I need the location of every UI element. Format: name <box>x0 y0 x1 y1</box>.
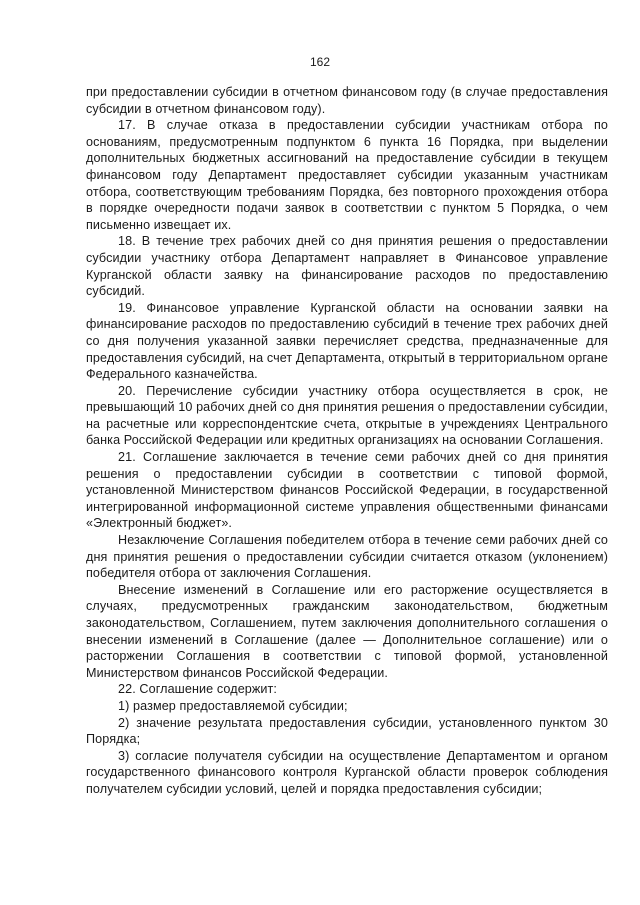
paragraph-6: 21. Соглашение заключается в течение семи рабочих дней со дня принятия решения о предоставлении субсидии в соответствии с типовой формой, установленной Министерством финансов Российской Федерации, в государственной интегрированной информационной системе управления общественными финансами «Электронный бюджет». <box>86 450 608 531</box>
paragraph-1: при предоставлении субсидии в отчетном финансовом году (в случае предоставления субсидии в отчетном финансовом году). <box>86 85 608 116</box>
paragraph-2: 17. В случае отказа в предоставлении субсидии участникам отбора по основаниям, предусмотренным подпунктом 6 пункта 16 Порядка, при выделении дополнительных бюджетных ассигнований на предоставление субсидии в текущем финансовом году Департамент предоставляет субсидии указанным участникам отбора, соответствующим требованиям Порядка, без повторного прохождения отбора в порядке очередности подачи заявок в соответствии с пунктом 5 Порядка, о чем письменно извещает их. <box>86 118 608 232</box>
paragraph-7: Незаключение Соглашения победителем отбора в течение семи рабочих дней со дня принятия решения о предоставлении субсидии считается отказом (уклонением) победителя отбора от заключения Соглашения. <box>86 533 608 581</box>
page-number: 162 <box>309 55 331 69</box>
paragraph-9: 22. Соглашение содержит: <box>118 682 278 697</box>
paragraph-4: 19. Финансовое управление Курганской области на основании заявки на финансирование расходов по предоставлению субсидий в течение трех рабочих дней со дня получения указанной заявки перечисляет средства, предназначенные для предоставления субсидий, на счет Департамента, открытый в территориальном органе Федерального казначейства. <box>86 300 608 382</box>
paragraph-5: 20. Перечисление субсидии участнику отбора осуществляется в срок, не превышающий 10 рабочих дней со дня принятия решения о предоставлении субсидии, на расчетные или корреспондентские счета, открытые в учреждениях Центрального банка Российской Федерации или кредитных организациях на основании Соглашения. <box>86 383 608 448</box>
paragraph-11: 2) значение результата предоставления субсидии, установленного пунктом 30 Порядка; <box>86 715 608 747</box>
paragraph-10: 1) размер предоставляемой субсидии; <box>118 698 348 713</box>
document-body <box>86 84 608 798</box>
paragraph-3: 18. В течение трех рабочих дней со дня принятия решения о предоставлении субсидии участнику отбора Департамент направляет в Финансовое управление Курганской области заявку на финансирование расходов по предоставлению субсидий. <box>86 234 608 299</box>
paragraph-8: Внесение изменений в Соглашение или его расторжение осуществляется в случаях, предусмотренных гражданским законодательством, бюджетным законодательством, Соглашением, путем заключения дополнительного соглашения о внесении изменений в Соглашение (далее — Дополнительное соглашение) или о расторжении Соглашения в соответствии с типовой формой, установленной Министерством финансов Российской Федерации. <box>86 582 608 680</box>
paragraph-12: 3) согласие получателя субсидии на осуществление Департаментом и органом государственного финансового контроля Курганской области проверок соблюдения получателем субсидии условий, целей и порядка предоставления субсидии; <box>86 748 608 796</box>
